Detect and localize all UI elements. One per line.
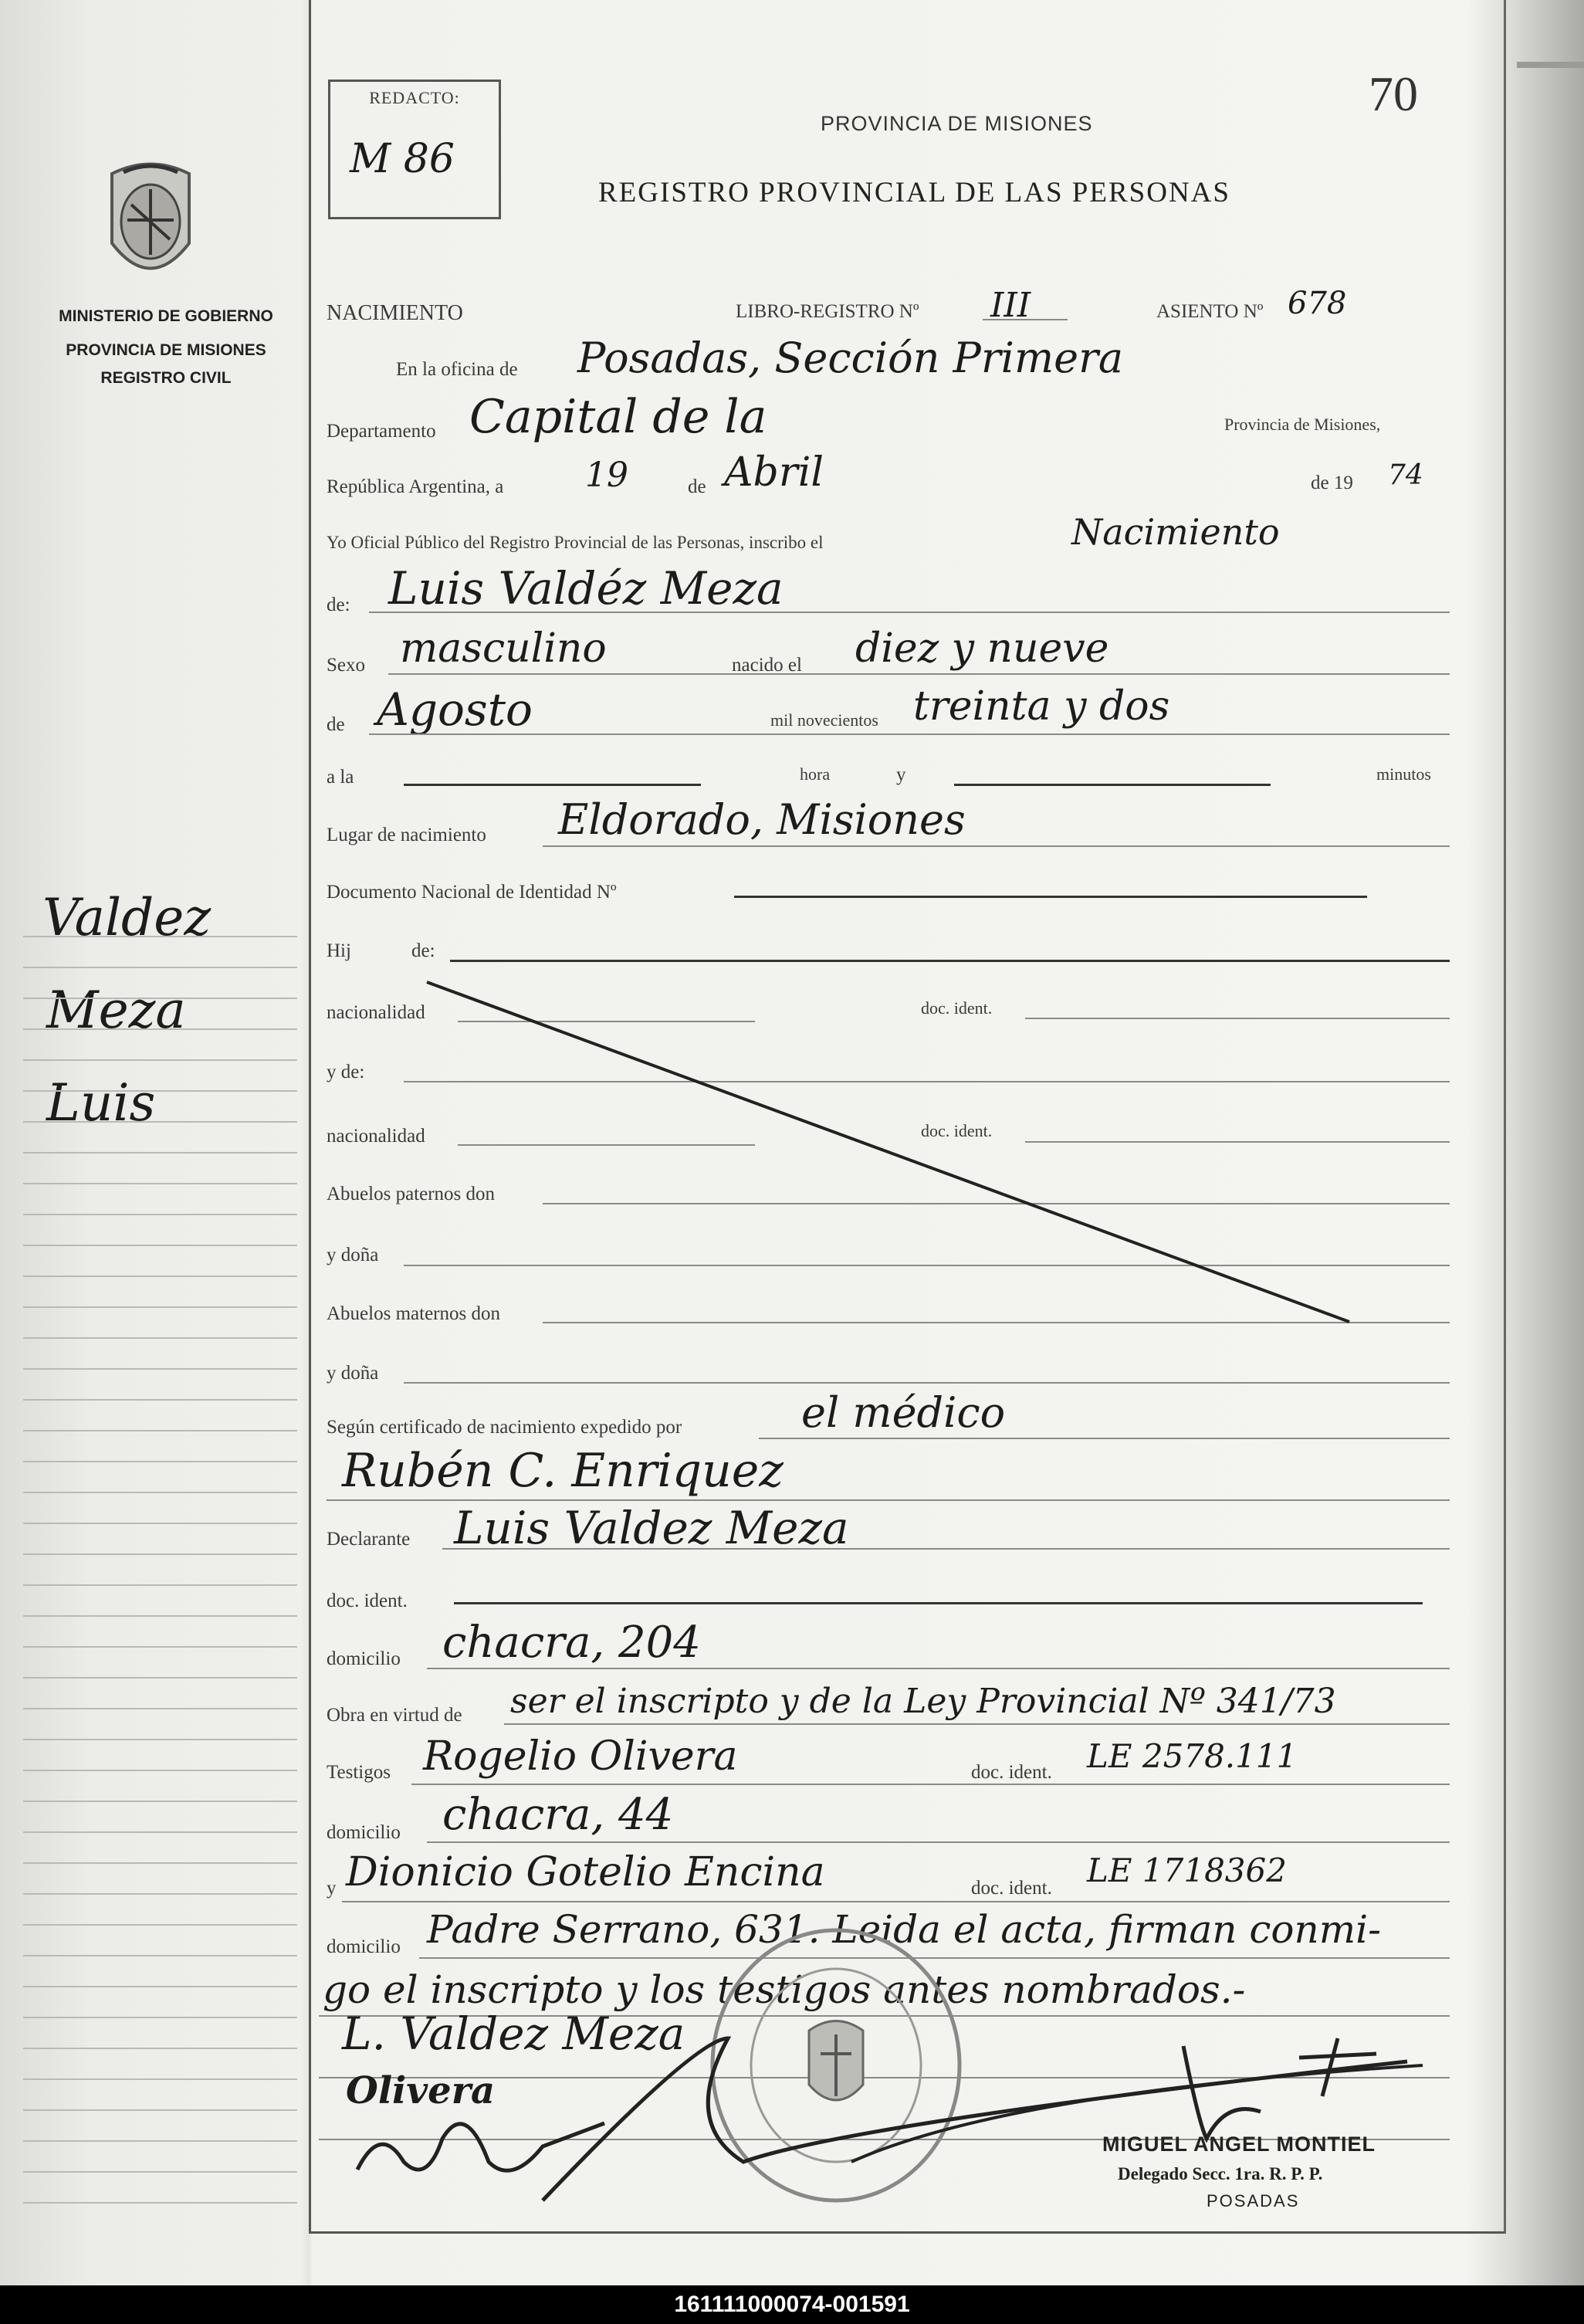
stub-rule bbox=[23, 1801, 297, 1802]
de4-label: de: bbox=[411, 940, 435, 961]
stub-rule bbox=[23, 1059, 297, 1061]
nacido-label: nacido el bbox=[732, 655, 802, 676]
stub-rule bbox=[23, 1183, 297, 1184]
stub-rule bbox=[23, 1306, 297, 1308]
stub-rule bbox=[23, 967, 297, 968]
stub-rule bbox=[23, 998, 297, 999]
segun-value: el médico bbox=[801, 1388, 1006, 1437]
stub-rule bbox=[23, 1337, 297, 1339]
stub-rule bbox=[23, 1368, 297, 1370]
stub-rule bbox=[23, 1893, 297, 1895]
stub-rule bbox=[23, 1986, 297, 1987]
stub-rule bbox=[23, 1677, 297, 1679]
asiento-label: ASIENTO Nº bbox=[1156, 301, 1264, 322]
stub-rule bbox=[23, 1523, 297, 1524]
obra-value: ser el inscripto y de la Ley Provincial Nº 341/73 bbox=[510, 1682, 1336, 1721]
testigo2-doc: LE 1718362 bbox=[1087, 1851, 1287, 1889]
testigo1-value: Rogelio Olivera bbox=[423, 1733, 738, 1780]
libro-label: LIBRO-REGISTRO Nº bbox=[736, 301, 919, 322]
stub-rule bbox=[23, 2078, 297, 2080]
dom2-value: chacra, 44 bbox=[442, 1790, 674, 1840]
stub-province: PROVINCIA DE MISIONES bbox=[66, 341, 266, 359]
nombre-value: Luis Valdéz Meza bbox=[388, 562, 784, 615]
mes-value: Abril bbox=[724, 449, 824, 496]
docid3-label: doc. ident. bbox=[327, 1591, 408, 1611]
stub-rule bbox=[23, 1739, 297, 1740]
anio-nac-value: treinta y dos bbox=[913, 683, 1170, 730]
dom1-value: chacra, 204 bbox=[442, 1618, 701, 1668]
anio-label: de 19 bbox=[1311, 473, 1353, 493]
dom3-value: Padre Serrano, 631. Leida el acta, firman conmi- bbox=[427, 1907, 1382, 1952]
segun-label: Según certificado de nacimiento expedido por bbox=[327, 1417, 682, 1438]
stub-rule bbox=[23, 2048, 297, 2049]
signatory-title: Delegado Secc. 1ra. R. P. P. bbox=[1118, 2164, 1323, 2183]
mes-nac-value: Agosto bbox=[377, 683, 533, 736]
page-edge bbox=[1517, 62, 1584, 68]
stub-rule bbox=[23, 1090, 297, 1092]
medico-value: Rubén C. Enriquez bbox=[342, 1444, 784, 1498]
stub-rule bbox=[23, 2171, 297, 2173]
abuelos-paternos-label: Abuelos paternos don bbox=[327, 1184, 496, 1204]
record-type-label: NACIMIENTO bbox=[327, 301, 463, 325]
dom1-label: domicilio bbox=[327, 1648, 401, 1669]
testigos-label: Testigos bbox=[327, 1762, 391, 1783]
docid2-label: doc. ident. bbox=[921, 1121, 993, 1140]
yo-label: Yo Oficial Público del Registro Provincial de las Personas, inscribo el bbox=[327, 533, 824, 552]
registry-title: REGISTRO PROVINCIAL DE LAS PERSONAS bbox=[598, 177, 1230, 208]
yo-value: Nacimiento bbox=[1071, 511, 1280, 553]
stub-rule bbox=[23, 1955, 297, 1956]
provincia-label: Provincia de Misiones, bbox=[1224, 415, 1381, 434]
signature-scribbles bbox=[311, 2007, 1504, 2208]
docid1-label: doc. ident. bbox=[921, 998, 993, 1018]
stub-office: REGISTRO CIVIL bbox=[100, 369, 232, 387]
stub-rule bbox=[23, 1492, 297, 1493]
margin-name-3: Luis bbox=[46, 1073, 156, 1133]
nacido-value: diez y nueve bbox=[855, 625, 1109, 672]
anio-value: 74 bbox=[1388, 459, 1423, 491]
dom3-label: domicilio bbox=[327, 1936, 401, 1957]
stub-rule bbox=[23, 1615, 297, 1617]
y-label: y bbox=[896, 764, 906, 785]
hora-label: hora bbox=[800, 764, 831, 784]
cancel-diagonal-line bbox=[311, 0, 1504, 1390]
ala-label: a la bbox=[327, 767, 354, 788]
yde-label: y de: bbox=[327, 1062, 365, 1082]
stub-rule bbox=[23, 1275, 297, 1277]
stub-rule bbox=[23, 1646, 297, 1648]
signature-inscripto: L. Valdez Meza bbox=[342, 2007, 685, 2060]
departamento-value: Capital de la bbox=[469, 390, 767, 444]
stub-rule bbox=[23, 2017, 297, 2018]
docid4-label: doc. ident. bbox=[971, 1762, 1052, 1783]
closing-value: go el inscripto y los testigos antes nombrados.- bbox=[323, 1967, 1246, 2012]
signatory-city: POSADAS bbox=[1207, 2191, 1300, 2211]
ydona2-label: y doña bbox=[327, 1363, 379, 1384]
stub-rule bbox=[23, 2140, 297, 2142]
de3-label: de bbox=[327, 714, 345, 735]
stub-rule bbox=[23, 2202, 297, 2204]
stub-rule bbox=[23, 1924, 297, 1926]
stub-rule bbox=[23, 1770, 297, 1771]
hij-label: Hij bbox=[327, 940, 351, 961]
province-title: PROVINCIA DE MISIONES bbox=[821, 112, 1093, 135]
stub-rule bbox=[23, 1831, 297, 1833]
stub-rule bbox=[23, 1245, 297, 1246]
stub-rule bbox=[23, 1553, 297, 1555]
departamento-label: Departamento bbox=[327, 421, 436, 442]
signatory-name: MIGUEL ANGEL MONTIEL bbox=[1102, 2133, 1376, 2156]
stub-ministry: MINISTERIO DE GOBIERNO bbox=[59, 307, 273, 325]
oficina-value: Posadas, Sección Primera bbox=[577, 334, 1124, 382]
coat-of-arms-emblem bbox=[100, 158, 201, 293]
registry-form-page bbox=[309, 0, 1506, 2234]
footer-id-bar: 161111000074-001591 bbox=[0, 2285, 1584, 2324]
stub-rule bbox=[23, 1708, 297, 1709]
nac2-label: nacionalidad bbox=[327, 1126, 425, 1147]
obra-label: Obra en virtud de bbox=[327, 1705, 462, 1726]
declarante-label: Declarante bbox=[327, 1529, 411, 1550]
margin-name-1: Valdez bbox=[42, 888, 212, 947]
testigo2-value: Dionicio Gotelio Encina bbox=[346, 1849, 825, 1895]
testigo1-doc: LE 2578.111 bbox=[1087, 1737, 1298, 1775]
de-label: de bbox=[688, 476, 706, 497]
left-stub bbox=[0, 0, 305, 2285]
oficina-label: En la oficina de bbox=[396, 359, 518, 380]
redacto-label: REDACTO: bbox=[369, 88, 460, 107]
page-number: 70 bbox=[1369, 66, 1418, 121]
abuelos-maternos-label: Abuelos maternos don bbox=[327, 1303, 500, 1324]
docid5-label: doc. ident. bbox=[971, 1878, 1052, 1899]
stub-rule bbox=[23, 1152, 297, 1154]
stub-rule bbox=[23, 2109, 297, 2111]
sexo-label: Sexo bbox=[327, 655, 365, 676]
y2-label: y bbox=[327, 1878, 337, 1899]
sexo-value: masculino bbox=[400, 625, 607, 672]
redacto-value: M 86 bbox=[350, 136, 455, 182]
libro-value: III bbox=[990, 286, 1031, 325]
stub-rule bbox=[23, 1214, 297, 1215]
dni-label: Documento Nacional de Identidad Nº bbox=[327, 882, 617, 903]
dia-value: 19 bbox=[585, 456, 628, 495]
stub-rule bbox=[23, 1028, 297, 1030]
dom2-label: domicilio bbox=[327, 1822, 401, 1843]
declarante-value: Luis Valdez Meza bbox=[454, 1502, 849, 1554]
ydona1-label: y doña bbox=[327, 1245, 379, 1265]
republica-label: República Argentina, a bbox=[327, 476, 504, 497]
stub-rule bbox=[23, 1584, 297, 1586]
lugar-label: Lugar de nacimiento bbox=[327, 825, 486, 845]
lugar-value: Eldorado, Misiones bbox=[558, 795, 966, 844]
asiento-value: 678 bbox=[1288, 286, 1347, 321]
minutos-label: minutos bbox=[1376, 764, 1431, 784]
signature-testigo: Olivera bbox=[346, 2069, 496, 2112]
nac1-label: nacionalidad bbox=[327, 1002, 425, 1023]
stub-rule bbox=[23, 1399, 297, 1401]
stub-rule bbox=[23, 936, 297, 937]
mil-label: mil novecientos bbox=[770, 710, 878, 730]
margin-name-2: Meza bbox=[46, 981, 186, 1040]
de2-label: de: bbox=[327, 595, 350, 615]
stub-rule bbox=[23, 1121, 297, 1123]
stub-rule bbox=[23, 1461, 297, 1462]
stub-rule bbox=[23, 1430, 297, 1431]
stub-rule bbox=[23, 1862, 297, 1864]
